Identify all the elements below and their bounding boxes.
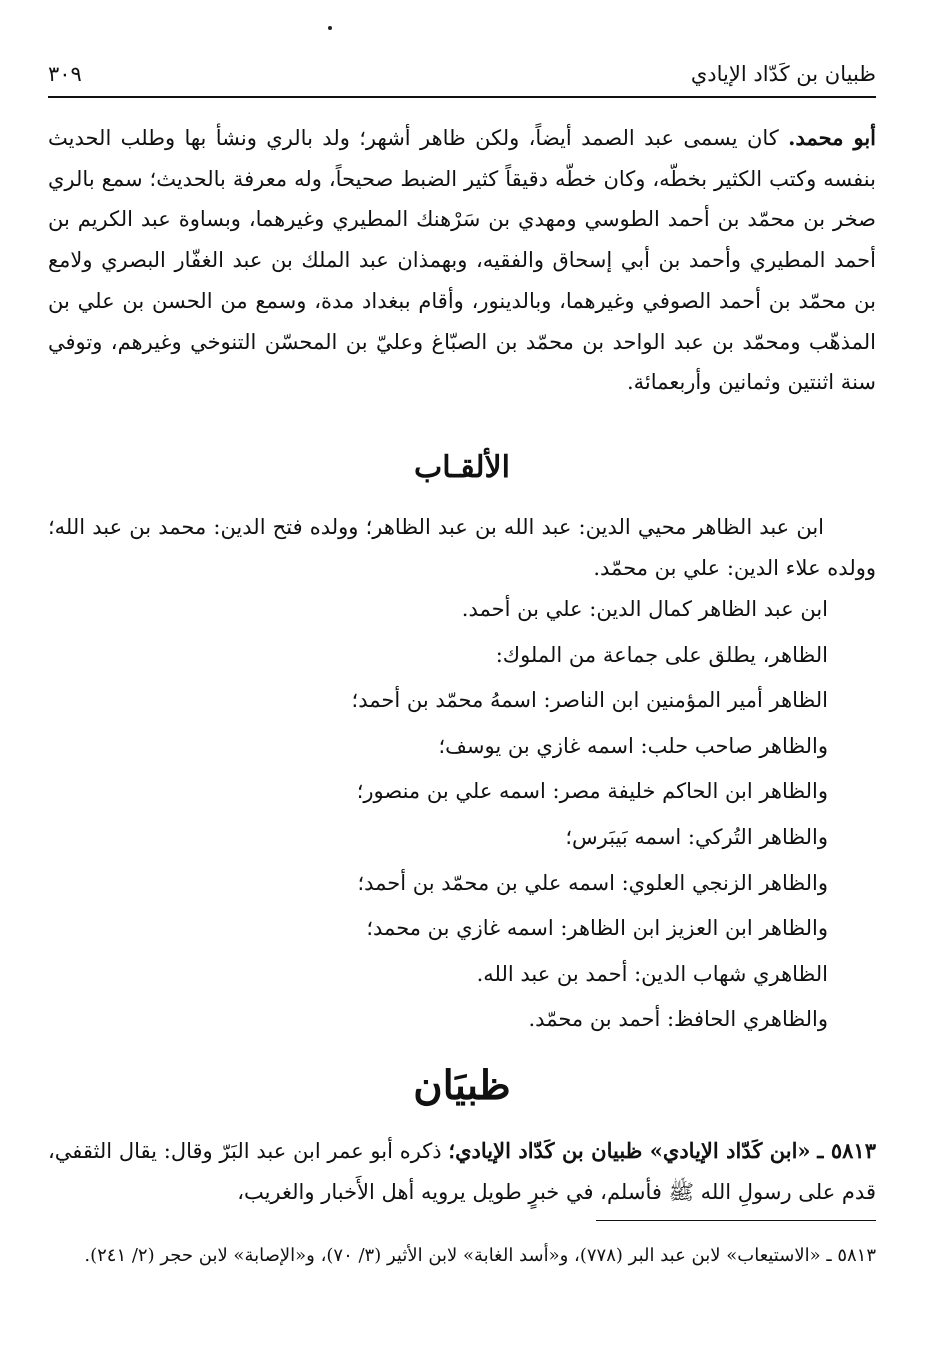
list-item: والظاهر ابن الحاكم خليفة مصر: اسمه علي بن منصور؛ — [356, 779, 828, 804]
footnote-rule — [596, 1220, 876, 1221]
entry-5813 — [48, 1131, 876, 1212]
entry-heading: «ابن كَدّاد الإيادي» ظبيان بن كَدّاد الإيادي؛ — [448, 1138, 811, 1163]
list-item: والظاهر صاحب حلب: اسمه غازي بن يوسف؛ — [438, 733, 828, 758]
ink-dot — [328, 26, 332, 30]
section-title-zabyan: ظبيَان — [413, 1062, 511, 1109]
list-item: والظاهري الحافظ: أحمد بن محمّد. — [528, 1007, 828, 1032]
list-item: ابن عبد الظاهر كمال الدين: علي بن أحمد. — [461, 597, 828, 621]
list-item: والظاهر التُركي: اسمه بَيبَرس؛ — [565, 824, 828, 849]
section-title-alqab: الألقـاب — [414, 450, 510, 485]
running-title: ظبيان بن كَدّاد الإيادي — [690, 62, 876, 86]
page-number: ٣٠٩ — [48, 62, 82, 86]
intro-lead: أبو محمد. — [788, 125, 876, 150]
footnote: ٥٨١٣ ـ «الاستيعاب» لابن عبد البر (٧٧٨)، و«أسد الغابة» لابن الأثير (٣/ ٧٠)، و«الإصابة» لابن حجر (٢/ ٢٤١). — [84, 1245, 876, 1266]
alqab-opening-paragraph: ابن عبد الظاهر محيي الدين: عبد الله بن عبد الظاهر؛ وولده فتح الدين: محمد بن عبد الله؛ وولده علاء الدين: علي بن محمّد. — [48, 515, 876, 580]
list-item: الظاهر، يطلق على جماعة من الملوك: — [495, 642, 828, 667]
alqab-list — [48, 587, 828, 1043]
list-item: والظاهر الزنجي العلوي: اسمه علي بن محمّد بن أحمد؛ — [357, 870, 828, 895]
intro-text: كان يسمى عبد الصمد أيضاً، ولكن ظاهر أشهر؛ ولد بالري ونشأ بها وطلب الحديث بنفسه وكتب الكثير بخطّه، وكان خطّه دقيقاً كثير الضبط صحيحاً، وله معرفة بالحديث؛ سمع بالري صخر بن محمّد بن أحمد الطوسي ومهدي بن سَرْهنك المطيري وغيرهما، وبساوة عبد الكريم بن أحمد المطيري وأحمد بن أبي إسحاق والفقيه، وبهمذان عبد الملك بن عبد الغفّار البصري ولامع بن محمّد بن أحمد الصوفي وغيرهما، وبالدينور، وأقام ببغداد مدة، وسمع من الحسن بن علي بن المذهّب ومحمّد بن عبد الواحد بن محمّد بن الصبّاغ وعليّ بن المحسّن التنوخي وغيرهم، وتوفي سنة اثنتين وثمانين وأربعمائة. — [48, 126, 876, 395]
intro-paragraph — [48, 118, 876, 403]
list-item: والظاهر ابن العزيز ابن الظاهر: اسمه غازي بن محمد؛ — [366, 916, 828, 941]
page-header — [48, 56, 876, 92]
list-item: الظاهر أمير المؤمنين ابن الناصر: اسمهُ محمّد بن أحمد؛ — [351, 688, 828, 713]
entry-number: ٥٨١٣ ـ — [817, 1138, 876, 1163]
entry-text: ذكره أبو عمر ابن عبد البَرّ وقال: يقال الثقفي، قدم على رسولِ الله ﷺ فأسلم، في خبرٍ طويل يرويه أهل الأَخبار والغريب، — [48, 1139, 876, 1204]
header-rule — [48, 96, 876, 98]
list-item: الظاهري شهاب الدين: أحمد بن عبد الله. — [476, 961, 828, 986]
